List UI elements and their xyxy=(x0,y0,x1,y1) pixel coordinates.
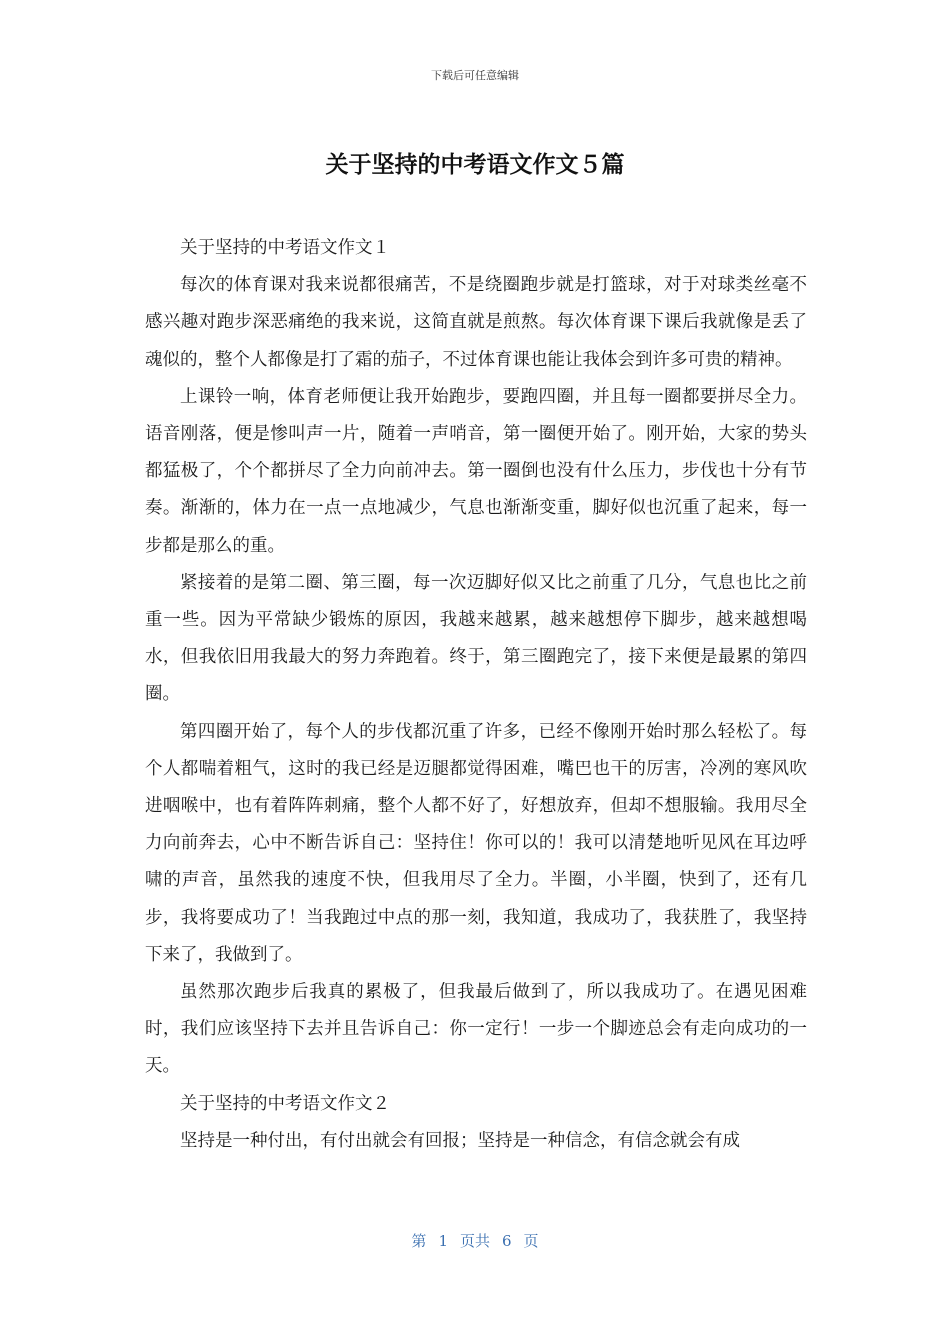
paragraph: 紧接着的是第二圈、第三圈，每一次迈脚好似又比之前重了几分，气息也比之前重一些。因为平常缺少锻炼的原因，我越来越累，越来越想停下脚步，越来越想喝水，但我依旧用我最大的努力奔跑着。终于，第三圈跑完了，接下来便是最累的第四圈。 xyxy=(145,572,807,705)
footer-page-number: 1 xyxy=(438,1232,448,1250)
footer-suffix: 页 xyxy=(523,1232,539,1250)
footer-total-pages: 6 xyxy=(502,1232,512,1250)
paragraph: 坚持是一种付出，有付出就会有回报；坚持是一种信念，有信念就会有成 xyxy=(180,1130,740,1151)
header-note: 下载后可任意编辑 xyxy=(431,69,519,82)
paragraph: 上课铃一响，体育老师便让我开始跑步，要跑四圈，并且每一圈都要拼尽全力。语音刚落，便是惨叫声一片，随着一声哨音，第一圈便开始了。刚开始，大家的势头都猛极了，个个都拼尽了全力向前冲去。第一圈倒也没有什么压力，步伐也十分有节奏。渐渐的，体力在一点一点地减少，气息也渐渐变重，脚好似也沉重了起来，每一步都是那么的重。 xyxy=(145,386,807,556)
section-heading-2: 关于坚持的中考语文作文２ xyxy=(180,1093,390,1114)
page-footer xyxy=(0,1230,950,1251)
footer-prefix: 第 xyxy=(411,1232,427,1250)
document-title: 关于坚持的中考语文作文５篇 xyxy=(325,152,625,178)
document-body xyxy=(145,230,807,1160)
paragraph: 虽然那次跑步后我真的累极了，但我最后做到了，所以我成功了。在遇见困难时，我们应该坚持下去并且告诉自己：你一定行！一步一个脚迹总会有走向成功的一天。 xyxy=(145,982,807,1077)
section-heading-1: 关于坚持的中考语文作文１ xyxy=(180,238,390,258)
paragraph: 每次的体育课对我来说都很痛苦，不是绕圈跑步就是打篮球，对于对球类丝毫不感兴趣对跑步深恶痛绝的我来说，这简直就是煎熬。每次体育课下课后我就像是丢了魂似的，整个人都像是打了霜的茄子，不过体育课也能让我体会到许多可贵的精神。 xyxy=(145,275,807,370)
footer-middle: 页共 xyxy=(459,1232,490,1250)
paragraph: 第四圈开始了，每个人的步伐都沉重了许多，已经不像刚开始时那么轻松了。每个人都喘着粗气，这时的我已经是迈腿都觉得困难，嘴巴也干的厉害，冷冽的寒风吹进咽喉中，也有着阵阵刺痛，整个人都不好了，好想放弃，但却不想服输。我用尽全力向前奔去，心中不断告诉自己：坚持住！你可以的！我可以清楚地听见风在耳边呼啸的声音，虽然我的速度不快，但我用尽了全力。半圈，小半圈，快到了，还有几步，我将要成功了！当我跑过中点的那一刻，我知道，我成功了，我获胜了，我坚持下来了，我做到了。 xyxy=(145,721,807,965)
